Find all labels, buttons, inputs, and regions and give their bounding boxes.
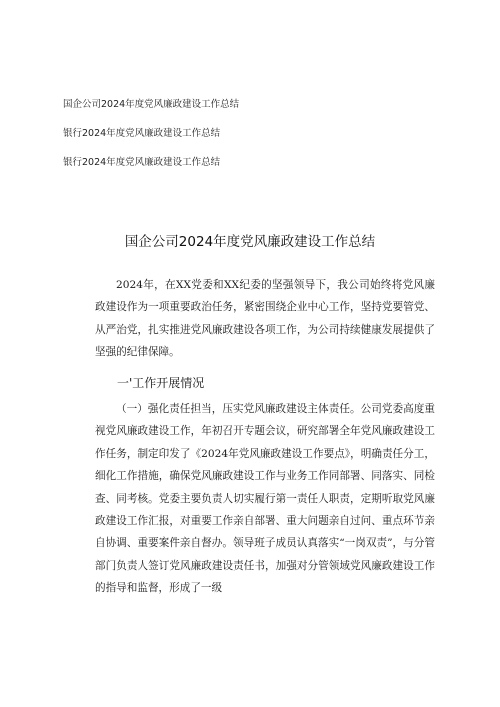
toc-item[interactable]: 银行2024年度党风廉政建设工作总结 xyxy=(63,128,221,139)
section-paragraph: （一）强化责任担当，压实党风廉政建设主体责任。公司党委高度重视党风廉政建设工作，年初召开专题会议，研究部署全年党风廉政建设工作任务，制定印发了《2024年党风廉政建设工作要点》，明确责任分工，细化工作措施，确保党风廉政建设工作与业务工作同部署、同落实、同检查、同考核。党委主要负责人切实履行第一责任人职责，定期听取党风廉政建设工作汇报，对重要工作亲自部署、重大问题亲自过问、重点环节亲自协调、重要案件亲自督办。领导班子成员认真落实“一岗双责”，与分管部门负责人签订党风廉政建设责任书，加强对分管领域党风廉政建设工作的指导和监督，形成了一级 xyxy=(95,403,435,595)
toc-item[interactable]: 银行2024年度党风廉政建设工作总结 xyxy=(63,157,221,168)
document-title: 国企公司2024年度党风廉政建设工作总结 xyxy=(124,234,376,250)
toc-item[interactable]: 国企公司2024年度党风廉政建设工作总结 xyxy=(63,99,240,110)
table-of-contents xyxy=(63,99,239,186)
section-heading: 一'工作开展情况 xyxy=(117,376,205,390)
intro-paragraph: 2024年，在XX党委和XX纪委的坚强领导下，我公司始终将党风廉政建设作为一项重要政治任务，紧密围绕企业中心工作，坚持党要管党、从严治党，扎实推进党风廉政建设各项工作，为公司持续健康发展提供了坚强的纪律保障。 xyxy=(95,279,435,359)
